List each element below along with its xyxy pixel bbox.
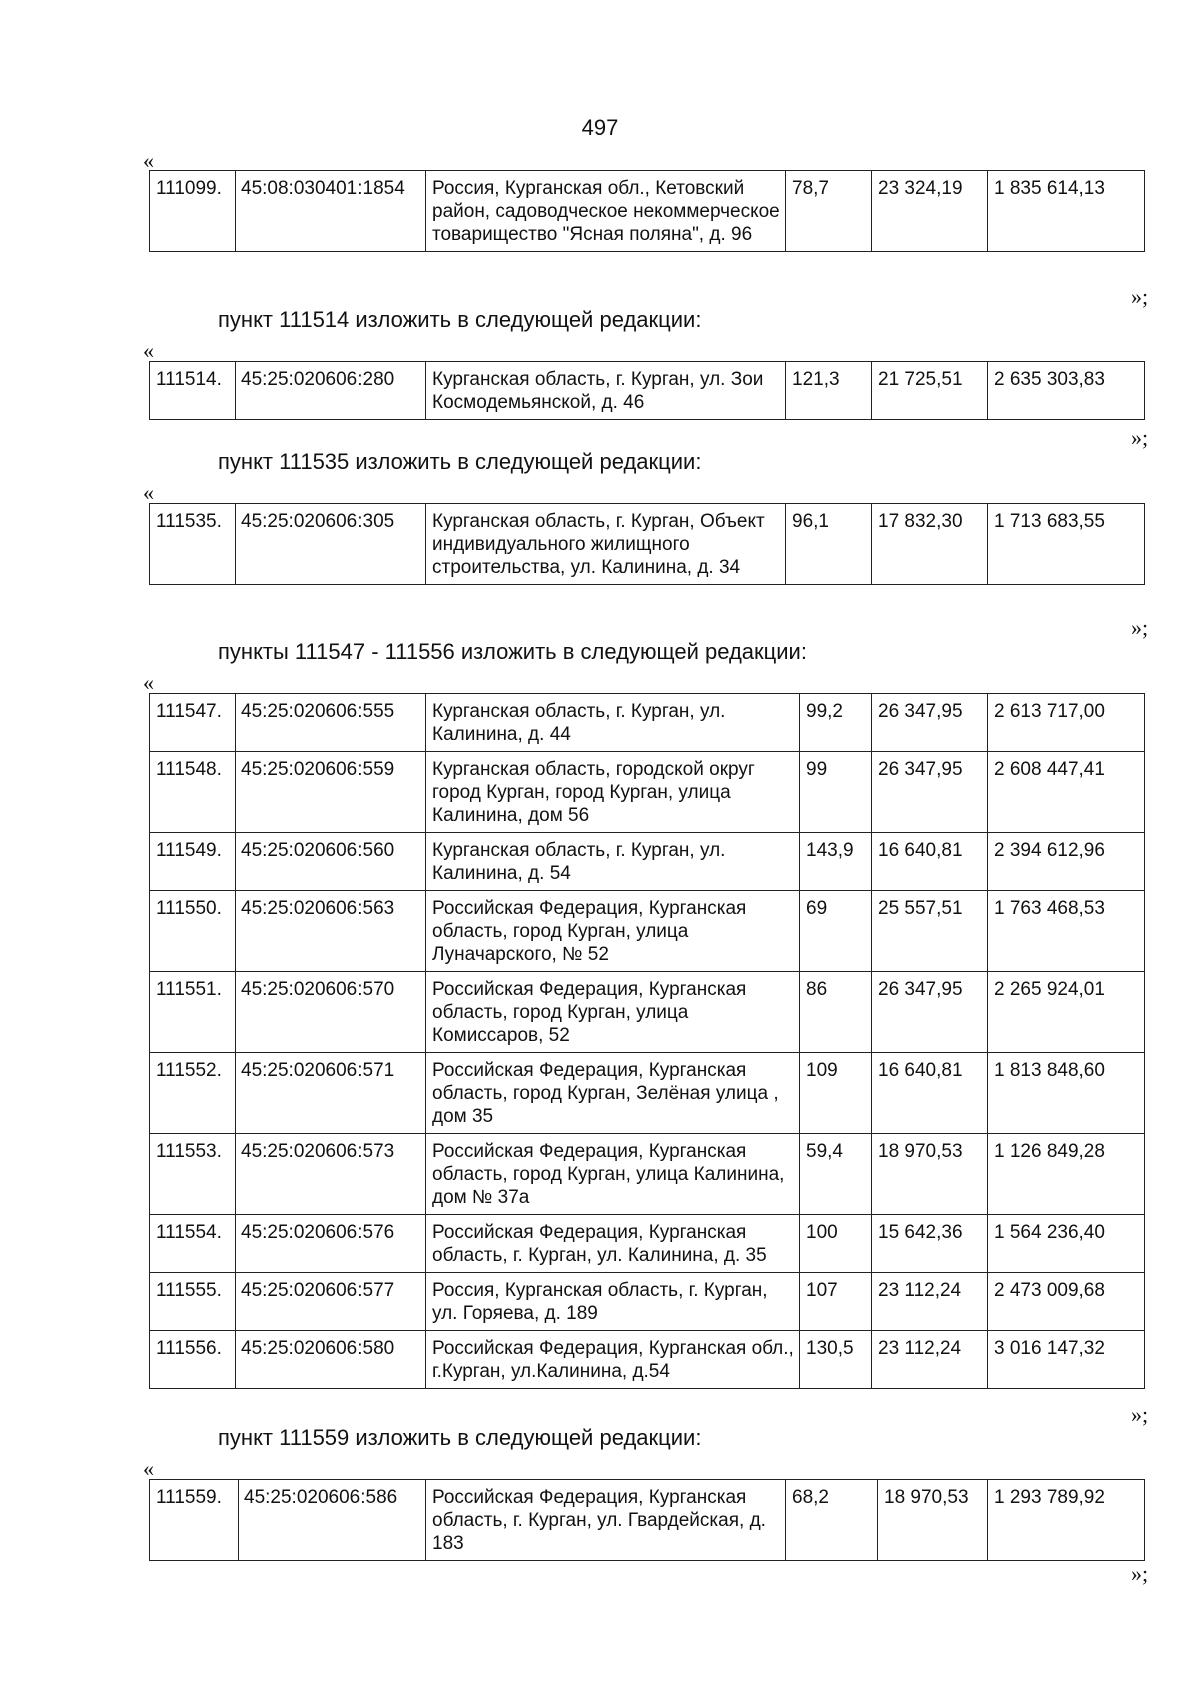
table-row bbox=[150, 1480, 1145, 1561]
cadastral-number-cell: 45:25:020606:573 bbox=[236, 1134, 426, 1215]
area-cell: 109 bbox=[800, 1053, 872, 1134]
area-cell: 121,3 bbox=[786, 362, 872, 420]
address-cell: Российская Федерация, Курганская область, г. Курган, ул. Калинина, д. 35 bbox=[426, 1215, 800, 1273]
rate-cell: 16 640,81 bbox=[872, 833, 988, 891]
item-number-cell: 111554. bbox=[150, 1215, 236, 1273]
address-cell: Российская Федерация, Курганская область, город Курган, улица Калинина, дом № 37а bbox=[426, 1134, 800, 1215]
address-cell: Российская Федерация, Курганская область, г. Курган, ул. Гвардейская, д. 183 bbox=[426, 1480, 786, 1561]
amendment-instruction: пункт 111535 изложить в следующей редакции: bbox=[218, 449, 702, 474]
rate-cell: 26 347,95 bbox=[872, 752, 988, 833]
rate-cell: 18 970,53 bbox=[878, 1480, 988, 1561]
cadastral-value-cell: 1 835 614,13 bbox=[988, 171, 1145, 252]
address-cell: Российская Федерация, Курганская область, город Курган, улица Комиссаров, 52 bbox=[426, 972, 800, 1053]
close-quote: »; bbox=[1131, 1561, 1149, 1586]
item-number-cell: 111549. bbox=[150, 833, 236, 891]
cadastral-value-cell: 2 635 303,83 bbox=[988, 362, 1145, 420]
rate-cell: 23 112,24 bbox=[872, 1273, 988, 1331]
rate-cell: 15 642,36 bbox=[872, 1215, 988, 1273]
cadastral-number-cell: 45:25:020606:570 bbox=[236, 972, 426, 1053]
area-cell: 107 bbox=[800, 1273, 872, 1331]
address-cell: Российская Федерация, Курганская область, город Курган, улица Луначарского, № 52 bbox=[426, 891, 800, 972]
item-number-cell: 111548. bbox=[150, 752, 236, 833]
cadastral-value-cell: 1 126 849,28 bbox=[988, 1134, 1145, 1215]
area-cell: 130,5 bbox=[800, 1331, 872, 1389]
item-number-cell: 111555. bbox=[150, 1273, 236, 1331]
cadastral-value-cell: 2 613 717,00 bbox=[988, 694, 1145, 752]
rate-cell: 16 640,81 bbox=[872, 1053, 988, 1134]
cadastral-number-cell: 45:25:020606:563 bbox=[236, 891, 426, 972]
item-number-cell: 111547. bbox=[150, 694, 236, 752]
cadastral-number-cell: 45:25:020606:586 bbox=[239, 1480, 426, 1561]
table-row bbox=[150, 891, 1145, 972]
open-quote: « bbox=[143, 148, 154, 173]
cadastral-value-cell: 1 564 236,40 bbox=[988, 1215, 1145, 1273]
area-cell: 69 bbox=[800, 891, 872, 972]
area-cell: 86 bbox=[800, 972, 872, 1053]
cadastral-number-cell: 45:08:030401:1854 bbox=[236, 171, 426, 252]
cadastral-number-cell: 45:25:020606:571 bbox=[236, 1053, 426, 1134]
cadastral-value-cell: 2 265 924,01 bbox=[988, 972, 1145, 1053]
area-cell: 96,1 bbox=[786, 504, 872, 585]
table-row bbox=[150, 1053, 1145, 1134]
address-cell: Курганская область, г. Курган, ул. Зои Космодемьянской, д. 46 bbox=[426, 362, 786, 420]
table-row bbox=[150, 362, 1145, 420]
page-number: 497 bbox=[581, 115, 619, 140]
close-quote: »; bbox=[1131, 425, 1149, 450]
area-cell: 68,2 bbox=[786, 1480, 878, 1561]
rate-cell: 26 347,95 bbox=[872, 694, 988, 752]
table-row bbox=[150, 972, 1145, 1053]
cadastral-number-cell: 45:25:020606:560 bbox=[236, 833, 426, 891]
rate-cell: 25 557,51 bbox=[872, 891, 988, 972]
rate-cell: 18 970,53 bbox=[872, 1134, 988, 1215]
amendment-instruction: пункт 111559 изложить в следующей редакции: bbox=[218, 1425, 702, 1450]
open-quote: « bbox=[143, 480, 154, 505]
address-cell: Россия, Курганская обл., Кетовский район, садоводческое некоммерческое товарищество "Ясная поляна", д. 96 bbox=[426, 171, 786, 252]
rate-cell: 17 832,30 bbox=[872, 504, 988, 585]
rate-cell: 23 324,19 bbox=[872, 171, 988, 252]
amendment-table bbox=[149, 1479, 1145, 1561]
cadastral-value-cell: 2 608 447,41 bbox=[988, 752, 1145, 833]
item-number-cell: 111552. bbox=[150, 1053, 236, 1134]
table-row bbox=[150, 1134, 1145, 1215]
table-row bbox=[150, 1331, 1145, 1389]
cadastral-number-cell: 45:25:020606:576 bbox=[236, 1215, 426, 1273]
address-cell: Российская Федерация, Курганская обл., г.Курган, ул.Калинина, д.54 bbox=[426, 1331, 800, 1389]
cadastral-value-cell: 1 713 683,55 bbox=[988, 504, 1145, 585]
amendment-table bbox=[149, 170, 1145, 252]
amendment-instruction: пункты 111547 - 111556 изложить в следующей редакции: bbox=[218, 639, 807, 664]
item-number-cell: 111551. bbox=[150, 972, 236, 1053]
area-cell: 99 bbox=[800, 752, 872, 833]
area-cell: 78,7 bbox=[786, 171, 872, 252]
table-row bbox=[150, 833, 1145, 891]
item-number-cell: 111550. bbox=[150, 891, 236, 972]
cadastral-number-cell: 45:25:020606:577 bbox=[236, 1273, 426, 1331]
address-cell: Курганская область, г. Курган, ул. Калинина, д. 54 bbox=[426, 833, 800, 891]
cadastral-number-cell: 45:25:020606:559 bbox=[236, 752, 426, 833]
cadastral-number-cell: 45:25:020606:305 bbox=[236, 504, 426, 585]
close-quote: »; bbox=[1131, 615, 1149, 640]
address-cell: Россия, Курганская область, г. Курган, ул. Горяева, д. 189 bbox=[426, 1273, 800, 1331]
cadastral-value-cell: 2 473 009,68 bbox=[988, 1273, 1145, 1331]
item-number-cell: 111514. bbox=[150, 362, 236, 420]
table-row bbox=[150, 752, 1145, 833]
table-row bbox=[150, 1273, 1145, 1331]
table-row bbox=[150, 1215, 1145, 1273]
close-quote: »; bbox=[1131, 284, 1149, 309]
open-quote: « bbox=[143, 338, 154, 363]
cadastral-number-cell: 45:25:020606:580 bbox=[236, 1331, 426, 1389]
cadastral-number-cell: 45:25:020606:555 bbox=[236, 694, 426, 752]
address-cell: Российская Федерация, Курганская область, город Курган, Зелёная улица , дом 35 bbox=[426, 1053, 800, 1134]
rate-cell: 26 347,95 bbox=[872, 972, 988, 1053]
table-row bbox=[150, 171, 1145, 252]
cadastral-number-cell: 45:25:020606:280 bbox=[236, 362, 426, 420]
rate-cell: 21 725,51 bbox=[872, 362, 988, 420]
area-cell: 143,9 bbox=[800, 833, 872, 891]
item-number-cell: 111099. bbox=[150, 171, 236, 252]
amendment-instruction: пункт 111514 изложить в следующей редакции: bbox=[218, 307, 702, 332]
rate-cell: 23 112,24 bbox=[872, 1331, 988, 1389]
cadastral-value-cell: 1 293 789,92 bbox=[988, 1480, 1145, 1561]
open-quote: « bbox=[143, 1456, 154, 1481]
close-quote: »; bbox=[1131, 1402, 1149, 1427]
item-number-cell: 111559. bbox=[150, 1480, 239, 1561]
cadastral-value-cell: 3 016 147,32 bbox=[988, 1331, 1145, 1389]
cadastral-value-cell: 2 394 612,96 bbox=[988, 833, 1145, 891]
area-cell: 99,2 bbox=[800, 694, 872, 752]
address-cell: Курганская область, г. Курган, Объект индивидуального жилищного строительства, ул. Калинина, д. 34 bbox=[426, 504, 786, 585]
open-quote: « bbox=[143, 670, 154, 695]
cadastral-value-cell: 1 763 468,53 bbox=[988, 891, 1145, 972]
table-row bbox=[150, 694, 1145, 752]
cadastral-value-cell: 1 813 848,60 bbox=[988, 1053, 1145, 1134]
item-number-cell: 111553. bbox=[150, 1134, 236, 1215]
amendment-table bbox=[149, 503, 1145, 585]
area-cell: 100 bbox=[800, 1215, 872, 1273]
table-row bbox=[150, 504, 1145, 585]
amendment-table bbox=[149, 361, 1145, 420]
address-cell: Курганская область, городской округ город Курган, город Курган, улица Калинина, дом 56 bbox=[426, 752, 800, 833]
area-cell: 59,4 bbox=[800, 1134, 872, 1215]
item-number-cell: 111535. bbox=[150, 504, 236, 585]
address-cell: Курганская область, г. Курган, ул. Калинина, д. 44 bbox=[426, 694, 800, 752]
item-number-cell: 111556. bbox=[150, 1331, 236, 1389]
amendment-table bbox=[149, 693, 1145, 1389]
